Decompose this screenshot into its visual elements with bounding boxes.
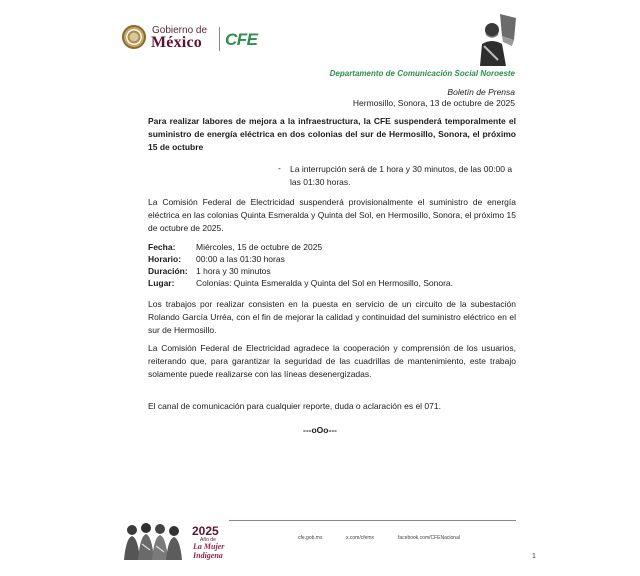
- footer-link-web[interactable]: cfe.gob.mx: [298, 535, 323, 541]
- closing-mark: ---oOo---: [303, 425, 337, 435]
- year-logo: 2025: [192, 524, 219, 538]
- department-name: Departamento de Comunicación Social Noroeste: [329, 69, 515, 78]
- year-subtitle-line2: La Mujer: [193, 542, 225, 551]
- footer-link-x[interactable]: x.com/cfemx: [346, 535, 375, 541]
- historic-portrait-icon: [472, 12, 518, 68]
- paragraph-intro: La Comisión Federal de Electricidad suspenderá provisionalmente el suministro de energía eléctrica en las colonias Quinta Esmeralda y Quinta del Sol, en Hermosillo, Sonora, el próximo 15 de octubre de 2025.: [148, 197, 516, 233]
- paragraph-thanks: La Comisión Federal de Electricidad agradece la cooperación y comprensión de los usuarios, reiterando que, para garantizar la seguridad de las cuadrillas de mantenimiento, este trabajo solamente puede realizarse con las líneas desenergizadas.: [148, 343, 516, 379]
- paragraph-works: Los trabajos por realizar consisten en la puesta en servicio de un circuito de la subestación Rolando García Urréa, con el fin de mejorar la calidad y continuidad del suministro eléctrico en el sur de Hermosillo.: [148, 299, 516, 335]
- bullet-dash: -: [278, 163, 281, 173]
- footer-link-facebook[interactable]: facebook.com/CFENacional: [398, 535, 460, 541]
- headline: Para realizar labores de mejora a la infraestructura, la CFE suspenderá temporalmente el suministro de energía eléctrica en dos colonias del sur de Hermosillo, Sonora, el próximo 15 de octubre: [148, 116, 516, 152]
- gov-logo-small: Gobierno de: [152, 25, 208, 36]
- fecha-value: Miércoles, 15 de octubre de 2025: [196, 242, 323, 252]
- footer-divider: [229, 520, 516, 521]
- duracion-label: Duración:: [148, 266, 188, 276]
- bulletin-label: Boletín de Prensa: [447, 87, 515, 97]
- fecha-label: Fecha:: [148, 242, 176, 252]
- paragraph-contact: El canal de comunicación para cualquier reporte, duda o aclaración es el 071.: [148, 401, 441, 411]
- place-date: Hermosillo, Sonora, 13 de octubre de 2025: [352, 98, 515, 108]
- year-subtitle: Año de: [200, 537, 216, 543]
- horario-value: 00:00 a las 01:30 horas: [196, 254, 285, 264]
- lugar-value: Colonias: Quinta Esmeralda y Quinta del Sol en Hermosillo, Sonora.: [196, 278, 454, 288]
- women-illustration-icon: [122, 520, 188, 560]
- gov-logo-big: México: [151, 34, 202, 51]
- bullet-text: La interrupción será de 1 hora y 30 minutos, de las 00:00 a las 01:30 horas.: [290, 164, 513, 187]
- mexico-seal-icon: [122, 25, 146, 49]
- detail-lugar: [148, 278, 453, 291]
- header-separator: [219, 27, 220, 51]
- lugar-label: Lugar:: [148, 278, 175, 288]
- year-subtitle-line3: Indígena: [193, 551, 223, 560]
- cfe-logo: CFE: [225, 30, 258, 49]
- horario-label: Horario:: [148, 254, 182, 264]
- page-number: 1: [532, 553, 536, 560]
- duracion-value: 1 hora y 30 minutos: [196, 266, 271, 276]
